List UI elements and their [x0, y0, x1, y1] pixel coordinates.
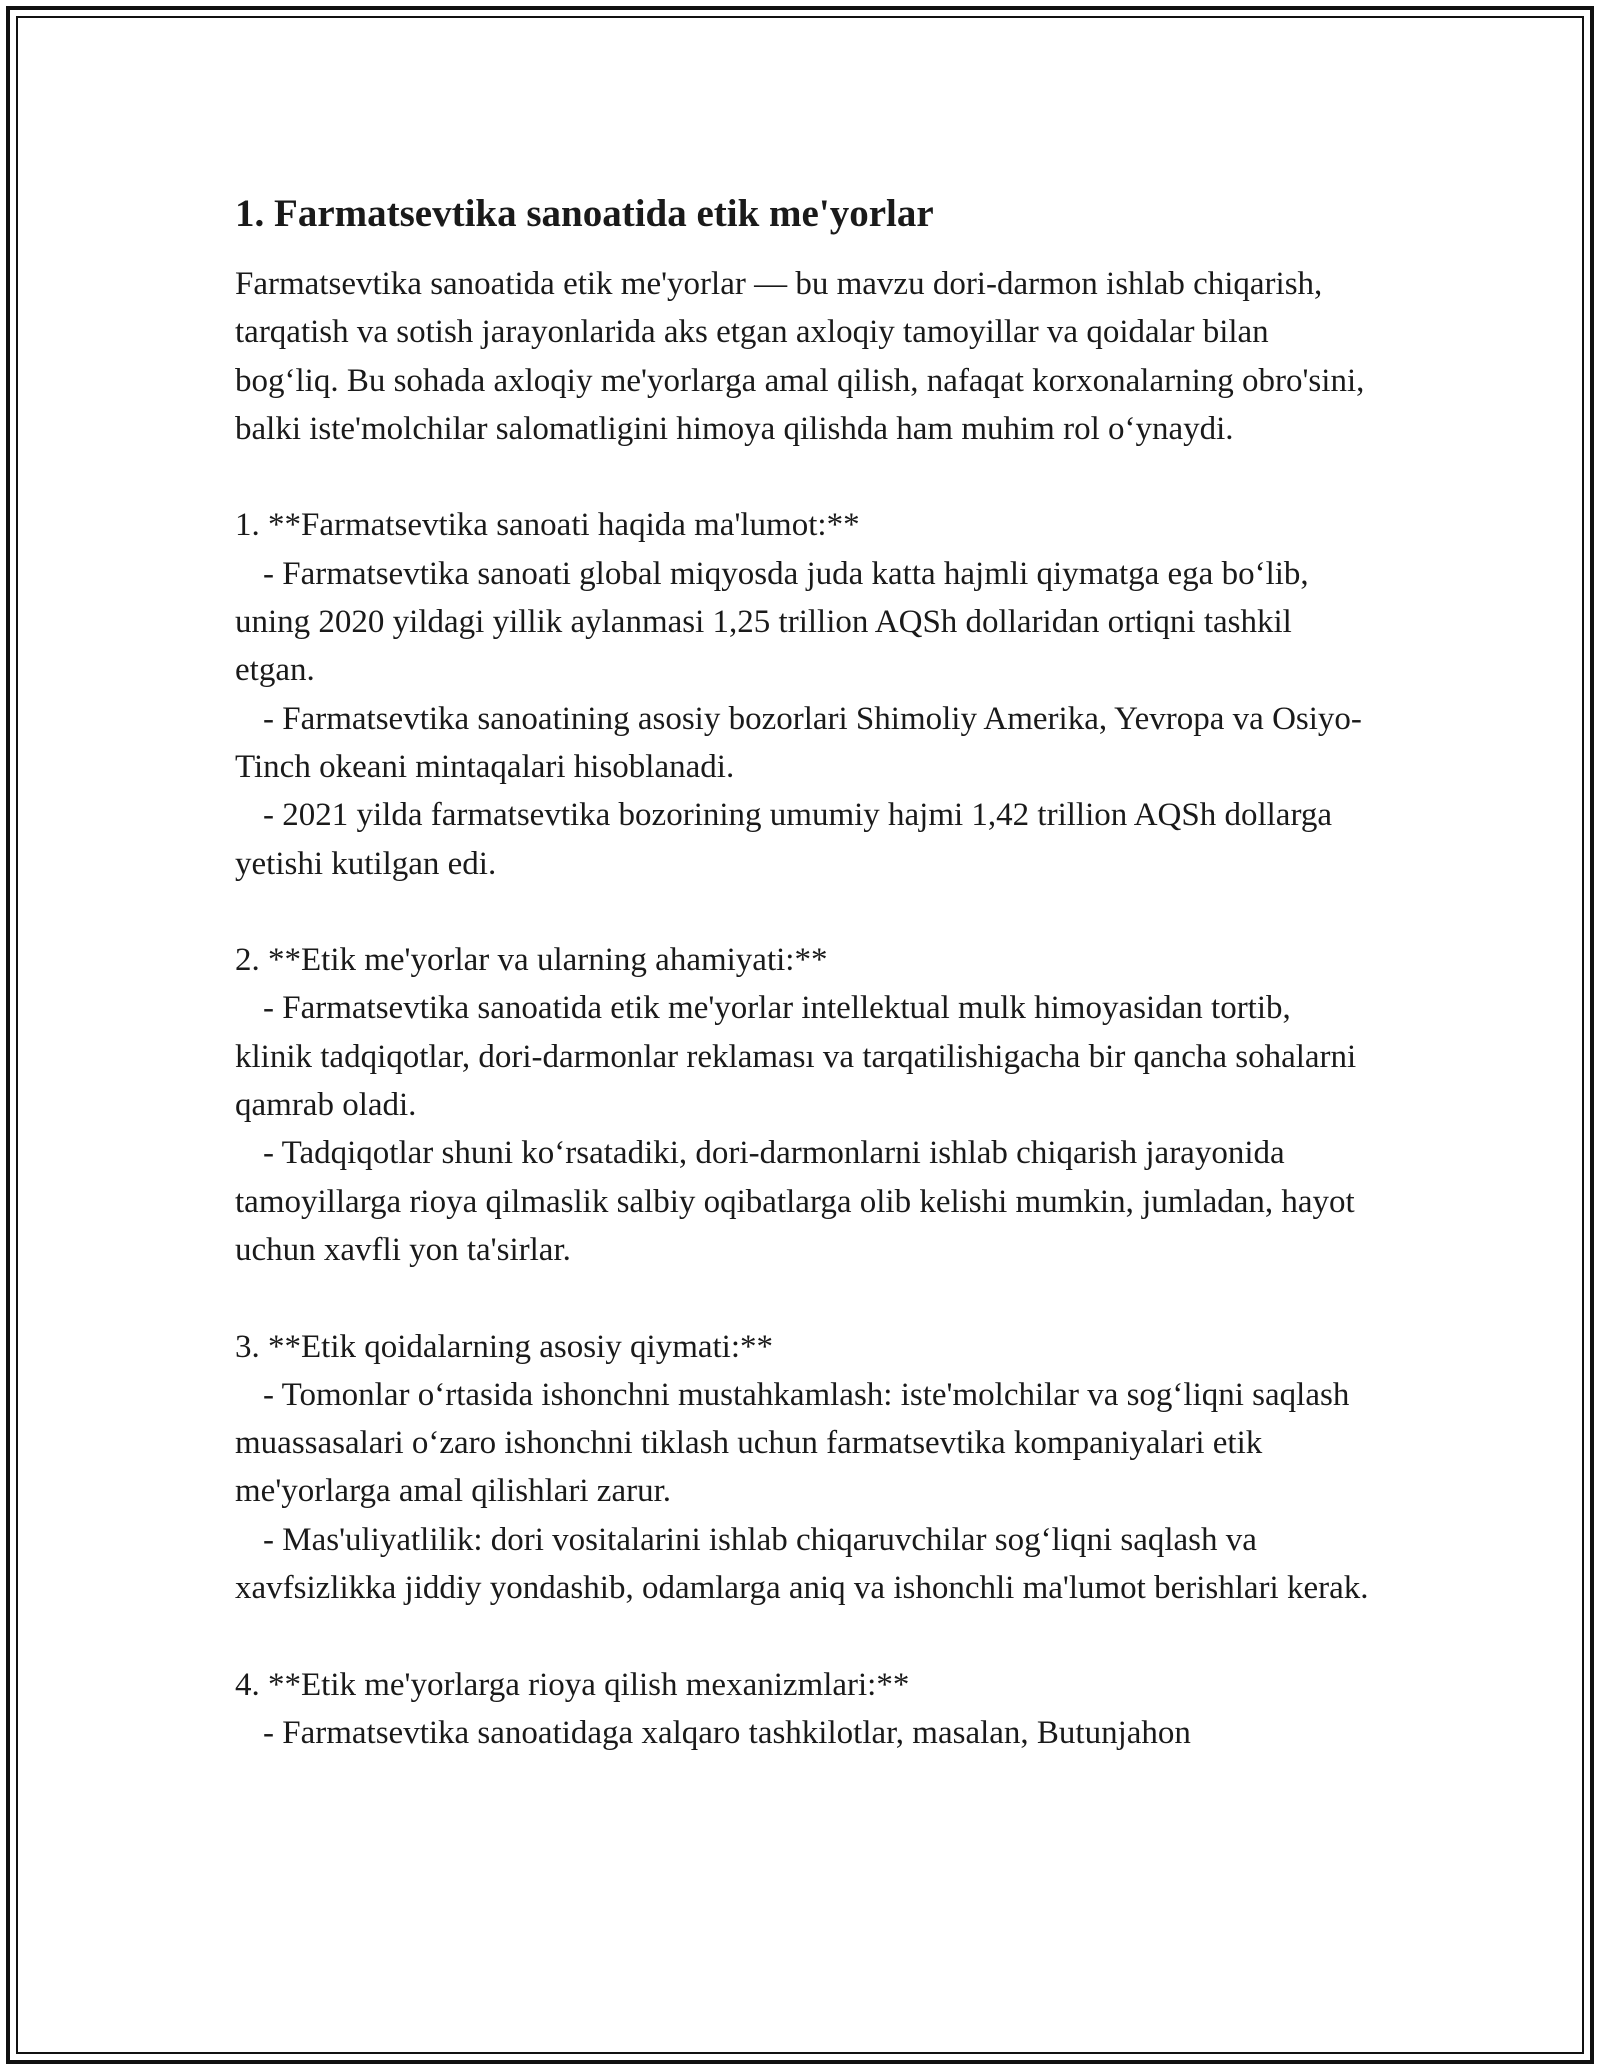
section-heading: 4. **Etik me'yorlarga rioya qilish mexanizmlari:** [235, 1666, 910, 1703]
paragraph-gap [235, 888, 1375, 936]
list-item: - Farmatsevtika sanoatida etik me'yorlar intellektual mulk himoyasidan tortib, klinik tadqiqotlar, dori-darmonlar reklaması va tarqatilishigacha bir qancha sohalarni qamrab oladi. [235, 990, 1357, 1124]
paragraph-gap [235, 453, 1375, 501]
list-item: - Farmatsevtika sanoati global miqyosda juda katta hajmli qiymatga ega bo‘lib, uning 2020 yildagi yillik aylanmasi 1,25 trillion AQSh dollaridan ortiqni tashkil etgan. [235, 555, 1309, 689]
document-body [235, 188, 1375, 1757]
section-2 [235, 936, 1375, 1274]
section-heading: 3. **Etik qoidalarning asosiy qiymati:** [235, 1328, 774, 1365]
paragraph-gap [235, 1274, 1375, 1322]
list-item: - 2021 yilda farmatsevtika bozorining umumiy hajmi 1,42 trillion AQSh dollarga yetishi kutilgan edi. [235, 797, 1332, 882]
page-title: 1. Farmatsevtika sanoatida etik me'yorlar [235, 192, 934, 235]
section-1 [235, 501, 1375, 887]
section-heading: 2. **Etik me'yorlar va ularning ahamiyati:** [235, 942, 828, 979]
list-item: - Mas'uliyatlilik: dori vositalarini ishlab chiqaruvchilar sog‘liqni saqlash va xavfsizlikka jiddiy yondashib, odamlarga aniq va ishonchli ma'lumot berishlari kerak. [235, 1521, 1369, 1607]
list-item: - Tadqiqotlar shuni ko‘rsatadiki, dori-darmonlarni ishlab chiqarish jarayonida tamoyillarga rioya qilmaslik salbiy oqibatlarga olib kelishi mumkin, jumladan, hayot uchun xavfli yon ta'sirlar. [235, 1135, 1355, 1268]
paragraph-gap [235, 1612, 1375, 1660]
section-3 [235, 1323, 1375, 1613]
list-item: - Tomonlar o‘rtasida ishonchni mustahkamlash: iste'molchilar va sog‘liqni saqlash muassasalari o‘zaro ishonchni tiklash uchun farmatsevtika kompaniyalari etik me'yorlarga amal qilishlari zarur. [235, 1376, 1350, 1510]
section-4 [235, 1661, 1375, 1758]
list-item: - Farmatsevtika sanoatidaga xalqaro tashkilotlar, masalan, Butunjahon [263, 1714, 1191, 1751]
list-item: - Farmatsevtika sanoatining asosiy bozorlari Shimoliy Amerika, Yevropa va Osiyo-Tinch okeani mintaqalari hisoblanadi. [235, 700, 1362, 785]
section-heading: 1. **Farmatsevtika sanoati haqida ma'lumot:** [235, 507, 860, 544]
intro-paragraph: Farmatsevtika sanoatida etik me'yorlar — bu mavzu dori-darmon ishlab chiqarish, tarqatish va sotish jarayonlarida aks etgan axloqiy tamoyillar va qoidalar bilan bog‘liq. Bu sohada axloqiy me'yorlarga amal qilish, nafaqat korxonalarning obro'sini, balki iste'molchilar salomatligini himoya qilishda ham muhim rol o‘ynaydi. [235, 266, 1365, 447]
